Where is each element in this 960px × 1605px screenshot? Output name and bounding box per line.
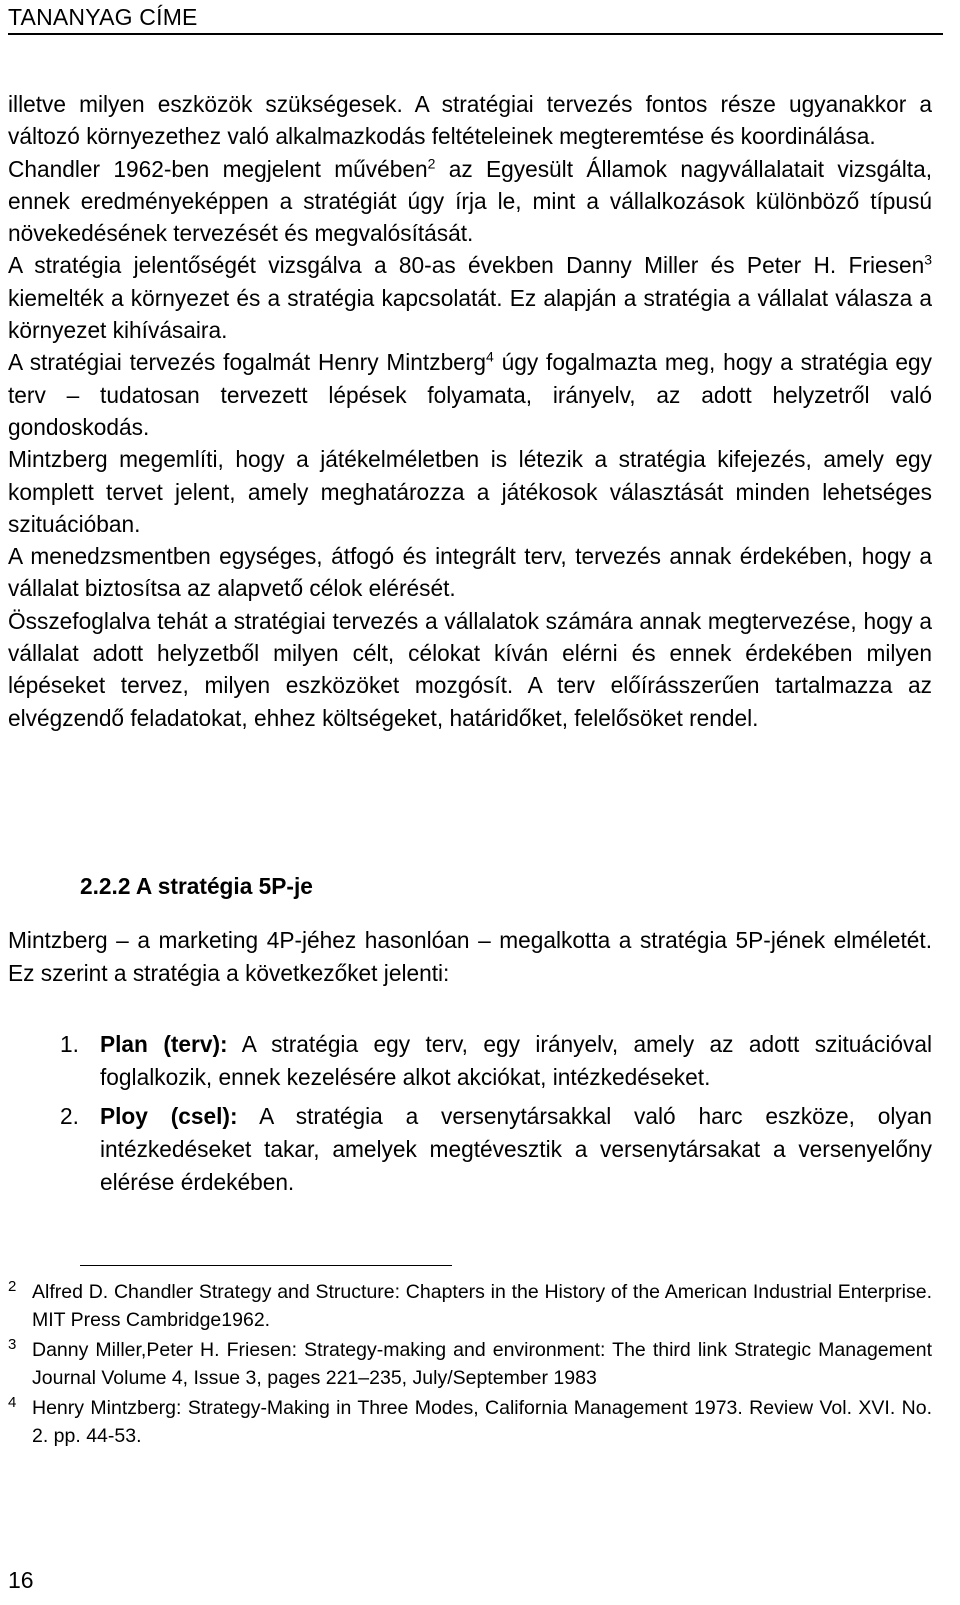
paragraph-6: A menedzsmentben egységes, átfogó és integrált terv, tervezés annak érdekében, hogy a vállalat biztosítsa az alapvető célok elérését.	[8, 543, 932, 602]
paragraph-3-text-a: A stratégia jelentőségét vizsgálva a 80-as években Danny Miller és Peter H. Friesen	[8, 252, 925, 279]
list-item-text	[100, 1100, 932, 1199]
footnote-text: Alfred D. Chandler Strategy and Structure: Chapters in the History of the American Industrial Enterprise. MIT Press Cambridge1962.	[32, 1281, 932, 1331]
paragraph-2-text-b: az Egyesült Államok nagyvállalatait vizsgálta, ennek eredményeképpen a stratégiát úgy írja le, mint a vállalkozások különböző típusú növekedésének tervezését és megvalósítását.	[8, 155, 933, 247]
footnote-mark: 2	[8, 1278, 17, 1295]
paragraph-2	[8, 153, 932, 250]
footnotes	[8, 1278, 932, 1452]
list-item-term: Ploy (csel):	[100, 1103, 238, 1129]
paragraph-3	[8, 249, 932, 346]
paragraph-4-text-a: A stratégiai tervezés fogalmát Henry Mintzberg	[8, 349, 486, 376]
section-intro-text: Mintzberg – a marketing 4P-jéhez hasonlóan – megalkotta a stratégia 5P-jének elméletét. Ez szerint a stratégia a következőket jelenti:	[8, 927, 932, 986]
footnote-ref-2[interactable]: 2	[427, 155, 436, 172]
footnote-mark: 3	[8, 1336, 17, 1353]
list-item-term: Plan (terv):	[100, 1031, 228, 1057]
list-item	[60, 1100, 932, 1199]
footnote-mark: 4	[8, 1394, 17, 1411]
list-item-number: 2.	[60, 1103, 79, 1129]
footnote	[8, 1394, 932, 1450]
paragraph-4-text-b: úgy fogalmazta meg, hogy a stratégia egy terv – tudatosan tervezett lépések folyamata, irányelv, az adott helyzetről való gondoskodás.	[8, 349, 932, 440]
paragraph-1: illetve milyen eszközök szükségesek. A stratégiai tervezés fontos része ugyanakkor a változó környezethez való alkalmazkodás feltételeinek megteremtése és koordinálása.	[8, 91, 932, 150]
body-text	[8, 88, 932, 734]
footnote	[8, 1336, 932, 1392]
paragraph-4	[8, 346, 932, 443]
footnote-ref-3[interactable]: 3	[924, 251, 932, 268]
footnote	[8, 1278, 932, 1334]
footnote-text: Danny Miller,Peter H. Friesen: Strategy-making and environment: The third link Strategic Management Journal Volume 4, Issue 3, pages 221–235, July/September 1983	[32, 1339, 932, 1389]
paragraph-3-text-b: kiemelték a környezet és a stratégia kapcsolatát. Ez alapján a stratégia a vállalat válasza a környezet kihívásaira.	[8, 284, 932, 344]
header-title: TANANYAG CÍME	[8, 4, 198, 30]
footnote-separator	[80, 1265, 452, 1266]
paragraph-2-text-a: Chandler 1962-ben megjelent művében	[8, 155, 428, 182]
paragraph-5: Mintzberg megemlíti, hogy a játékelméletben is létezik a stratégia kifejezés, amely egy komplett tervet jelent, amely meghatározza a játékosok választását minden lehetséges szituációban.	[8, 446, 932, 537]
page-number: 16	[8, 1567, 34, 1593]
list-item-text	[100, 1028, 932, 1094]
list-item-description: A stratégia egy terv, egy irányelv, amely az adott szituációval foglalkozik, ennek kezelésére alkot akciókat, intézkedéseket.	[100, 1031, 932, 1090]
footnote-text: Henry Mintzberg: Strategy-Making in Three Modes, California Management 1973. Review Vol. XVI. No. 2. pp. 44-53.	[32, 1397, 932, 1447]
strategy-5p-list	[60, 1028, 932, 1205]
paragraph-7: Összefoglalva tehát a stratégiai tervezés a vállalatok számára annak megtervezése, hogy a vállalat adott helyzetből milyen célt, célokat kíván elérni és ennek érdekében milyen lépéseket tervez, milyen eszközöket mozgósít. A terv előírásszerűen tartalmazza az elvégzendő feladatokat, ehhez költségeket, határidőket, felelősöket rendel.	[8, 607, 932, 731]
list-item	[60, 1028, 932, 1094]
footnote-ref-4[interactable]: 4	[485, 348, 494, 365]
list-item-description: A stratégia a versenytársakkal való harc eszköze, olyan intézkedéseket takar, amelyek megtévesztik a versenytársakat a versenyelőny elérése érdekében.	[100, 1103, 932, 1195]
running-header	[8, 0, 943, 35]
section-intro	[8, 924, 932, 990]
list-item-number: 1.	[60, 1031, 79, 1057]
section-heading: 2.2.2 A stratégia 5P-je	[80, 873, 313, 899]
